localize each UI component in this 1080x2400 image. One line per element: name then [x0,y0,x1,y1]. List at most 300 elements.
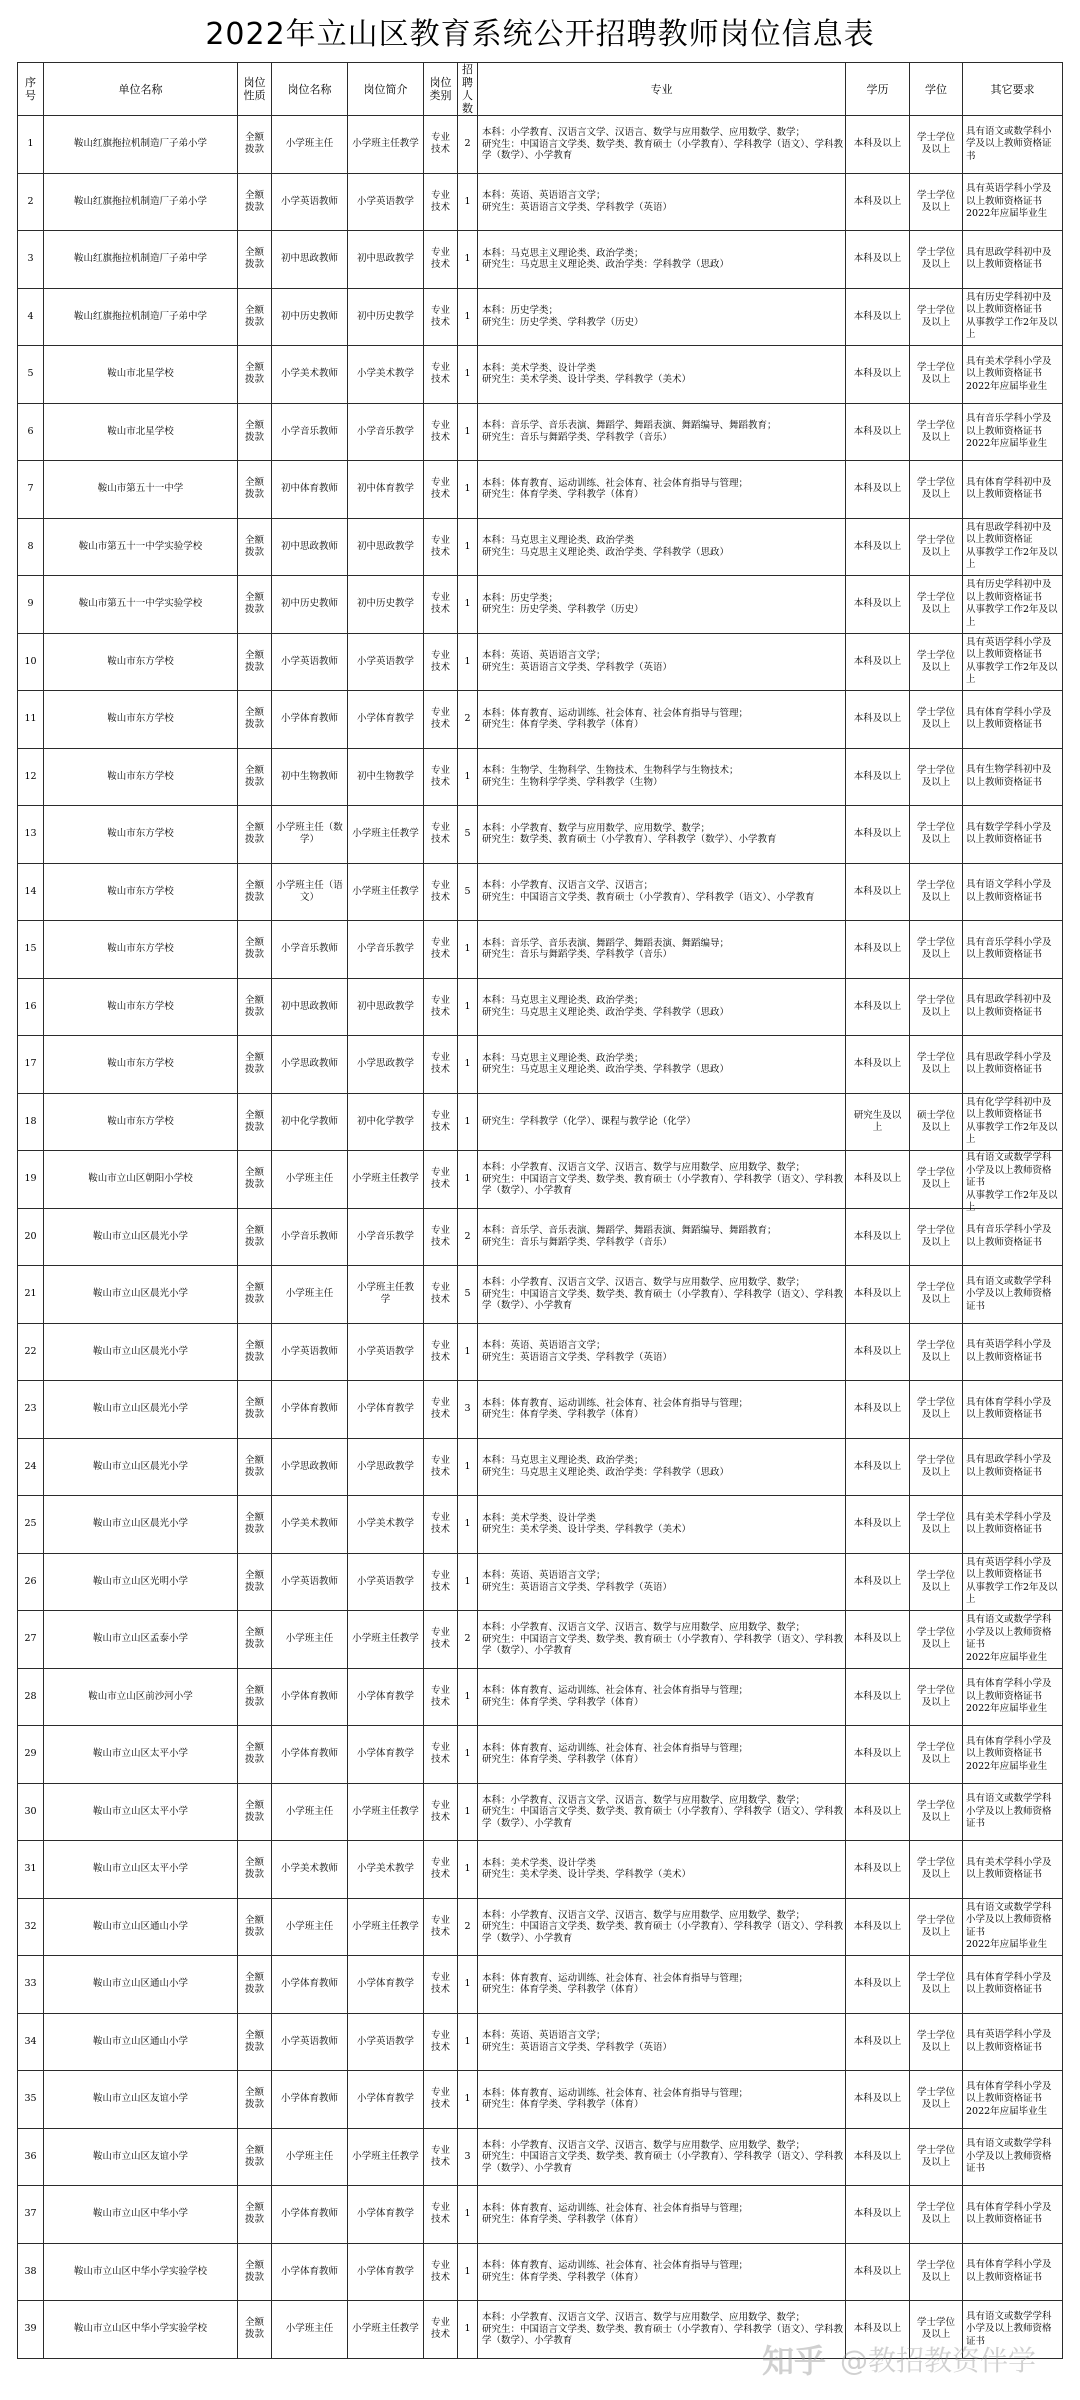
cell-other-requirements [963,116,1063,174]
cell-unit-text: 鞍山市北星学校 [107,425,174,437]
cell-other-requirements-text: 具有语文或数学学科小学及以上教师资格证书 [966,1793,1052,1829]
cell-nature-text: 全额 拨款 [244,362,264,386]
table-row [18,863,1063,921]
cell-education-text: 本科及以上 [853,368,902,380]
cell-intro-text: 初中历史教学 [356,598,414,610]
cell-category [424,1611,458,1669]
cell-post-text: 小学班主任（数学） [276,822,343,846]
cell-post [272,1036,348,1094]
cell-other-requirements [963,1151,1063,1214]
cell-post-text: 小学班主任 [285,1288,334,1300]
cell-major-text: 本科：生物学、生物科学、生物技术、生物科学与生物技术； 研究生：生物科学学类、学科教学（生物） [482,765,739,788]
cell-count-text: 1 [464,1173,471,1185]
cell-degree [910,2071,963,2129]
cell-number [18,978,44,1036]
cell-intro-text: 小学体育教学 [356,1690,414,1702]
table-row [18,2013,1063,2071]
cell-intro-text: 小学美术教学 [356,1518,414,1530]
cell-post [272,691,348,749]
cell-nature-text: 全额 拨款 [244,304,264,328]
header-col-other: 其它要求 [963,63,1063,116]
cell-education [846,1668,910,1726]
cell-intro [348,978,424,1036]
cell-education-text: 本科及以上 [853,2150,902,2162]
cell-degree-text: 学士学位 及以上 [916,1512,955,1536]
cell-unit [44,978,238,1036]
cell-number [18,1266,44,1324]
cell-intro-text: 小学体育教学 [356,2093,414,2105]
cell-major-text: 本科：音乐学、音乐表演、舞蹈学、舞蹈表演、舞蹈编导； 研究生：音乐与舞蹈学类、学科教学（音乐） [482,937,730,961]
cell-count [458,116,478,174]
cell-education-text: 本科及以上 [853,2323,902,2335]
cell-post [272,173,348,231]
cell-number-text: 14 [24,885,37,897]
cell-number-text: 17 [24,1058,37,1070]
cell-degree [910,1553,963,1611]
cell-other-requirements-text: 具有思政学科小学及以上教师资格证书 [966,1051,1052,1076]
cell-post [272,1841,348,1899]
cell-other-requirements-text: 具有语文或数学科小学及以上教师资格证书 [966,125,1052,162]
cell-other-requirements-text: 具有语文或数学学科小学及以上教师资格证书 [966,1275,1052,1312]
cell-category [424,346,458,404]
cell-category [424,518,458,576]
cell-category-text: 专业 技术 [430,1454,450,1478]
cell-education [846,2186,910,2244]
header-col-intro: 岗位简介 [348,63,424,116]
cell-intro-text: 初中体育教学 [356,483,414,495]
cell-degree-text: 学士学位 及以上 [916,1972,955,1996]
cell-degree-text: 学士学位 及以上 [916,132,955,156]
cell-number-text: 21 [24,1288,37,1300]
cell-count-text: 2 [464,713,471,725]
cell-post-text: 初中思政教师 [280,253,338,265]
cell-education-text: 本科及以上 [853,598,902,610]
cell-intro-text: 初中思政教学 [356,540,414,552]
cell-major [478,1323,846,1381]
cell-nature-text: 全额 拨款 [244,1914,264,1938]
cell-nature-text: 全额 拨款 [244,994,264,1018]
cell-major [478,863,846,921]
table-row [18,576,1063,634]
cell-nature [238,863,272,921]
header-col-major: 专业 [478,63,846,116]
cell-number [18,1726,44,1784]
cell-intro [348,116,424,174]
cell-unit [44,116,238,174]
cell-major-text: 本科：英语、英语语言文学； 研究生：英语语言文学类、学科教学（英语） [482,650,673,673]
cell-count [458,633,478,691]
cell-post [272,2071,348,2129]
cell-number [18,2071,44,2129]
cell-count [458,1553,478,1611]
cell-education [846,633,910,691]
cell-intro-text: 小学体育教学 [356,1403,414,1415]
header-row [18,63,1063,116]
cell-nature-text: 全额 拨款 [244,1224,264,1248]
cell-number-text: 9 [27,598,34,610]
cell-post-text: 小学体育教师 [280,713,338,725]
cell-nature [238,1898,272,1956]
cell-degree-text: 学士学位 及以上 [916,247,955,271]
cell-other-requirements [963,1323,1063,1381]
cell-category-text: 专业 技术 [430,2029,450,2053]
cell-education-text: 本科及以上 [853,1518,902,1530]
table-row [18,1841,1063,1899]
cell-education-text: 本科及以上 [853,1575,902,1587]
cell-education [846,173,910,231]
cell-post-text: 小学思政教师 [280,1058,338,1070]
cell-number-text: 34 [24,2035,37,2047]
table-row [18,921,1063,979]
cell-post-text: 小学思政教师 [280,1460,338,1472]
cell-nature [238,1093,272,1151]
cell-number [18,921,44,979]
cell-nature-text: 全额 拨款 [244,2144,264,2168]
cell-post-text: 小学英语教师 [280,655,338,667]
cell-degree [910,2243,963,2301]
cell-count-text: 2 [464,138,471,150]
cell-nature-text: 全额 拨款 [244,592,264,616]
cell-other-requirements [963,978,1063,1036]
cell-count-text: 5 [464,1288,471,1300]
table-row [18,1726,1063,1784]
cell-other-requirements-text: 具有数学学科小学及以上教师资格证书 [966,821,1052,846]
cell-nature [238,173,272,231]
cell-major [478,1898,846,1956]
cell-intro [348,1208,424,1266]
cell-degree [910,863,963,921]
cell-major-text: 本科：小学教育、汉语言文学、汉语言、数学与应用数学、应用数学、数学； 研究生：中国语言文学类、数学类、教育硕士（小学教育）、学科教学（语文）、学科教学（数学）、小学教育 [482,127,844,161]
cell-intro [348,1841,424,1899]
cell-count [458,231,478,289]
cell-degree-text: 学士学位 及以上 [916,649,955,673]
cell-count [458,1956,478,2014]
cell-degree-text: 学士学位 及以上 [916,419,955,443]
cell-unit-text: 鞍山市立山区中华小学实验学校 [73,2323,207,2335]
cell-education [846,1956,910,2014]
cell-number-text: 31 [24,1863,37,1875]
cell-intro-text: 小学美术教学 [356,368,414,380]
cell-post-text: 初中历史教师 [280,598,338,610]
cell-education [846,978,910,1036]
cell-category [424,691,458,749]
cell-other-requirements-text: 具有英语学科小学及以上教师资格证书 [966,2029,1052,2053]
cell-intro-text: 初中思政教学 [356,253,414,265]
cell-post [272,2128,348,2186]
cell-post [272,1093,348,1151]
cell-post-text: 小学音乐教师 [280,1230,338,1242]
header-col-count: 招聘 人数 [458,63,478,116]
cell-degree [910,633,963,691]
cell-unit [44,346,238,404]
cell-major [478,116,846,174]
cell-major [478,806,846,864]
cell-intro [348,806,424,864]
cell-other-requirements-text: 具有化学学科初中及以上教师资格证书 从事教学工作2年及以上 [966,1096,1058,1146]
table-row [18,1783,1063,1841]
cell-intro [348,346,424,404]
table-row [18,2071,1063,2129]
cell-unit [44,1783,238,1841]
cell-post [272,863,348,921]
cell-category [424,1266,458,1324]
cell-intro-text: 小学英语教学 [356,655,414,667]
cell-count-text: 2 [464,1230,471,1242]
cell-category [424,1668,458,1726]
cell-degree-text: 学士学位 及以上 [916,1167,955,1191]
cell-unit-text: 鞍山市北星学校 [107,368,174,380]
cell-unit-text: 鞍山市东方学校 [107,885,174,897]
table-row [18,1381,1063,1439]
cell-count [458,1323,478,1381]
cell-post-text: 初中思政教师 [280,1000,338,1012]
cell-count-text: 3 [464,2150,471,2162]
cell-unit-text: 鞍山市立山区中华小学 [92,2208,188,2220]
cell-other-requirements-text: 具有思政学科初中及以上教师资格证书 [966,994,1052,1018]
cell-number-text: 5 [27,368,34,380]
cell-nature-text: 全额 拨款 [244,1742,264,1766]
cell-education-text: 本科及以上 [853,483,902,495]
cell-number-text: 28 [24,1690,37,1702]
cell-count-text: 3 [464,1403,471,1415]
cell-other-requirements [963,231,1063,289]
cell-education-text: 本科及以上 [853,1805,902,1817]
cell-degree-text: 学士学位 及以上 [916,1627,955,1651]
cell-education-text: 本科及以上 [853,1863,902,1875]
header-col-post: 岗位名称 [272,63,348,116]
cell-category [424,863,458,921]
cell-unit-text: 鞍山市立山区晨光小学 [92,1230,188,1242]
cell-post-text: 小学美术教师 [280,1863,338,1875]
cell-post-text: 初中历史教师 [280,310,338,322]
cell-post [272,346,348,404]
cell-category-text: 专业 技术 [430,1167,450,1191]
cell-nature [238,2071,272,2129]
cell-education [846,403,910,461]
cell-post [272,633,348,691]
cell-major [478,691,846,749]
cell-intro [348,2243,424,2301]
cell-category [424,2186,458,2244]
cell-other-requirements [963,633,1063,691]
cell-major [478,978,846,1036]
cell-major [478,461,846,519]
cell-post [272,2243,348,2301]
cell-unit-text: 鞍山市东方学校 [107,770,174,782]
cell-degree [910,1496,963,1554]
cell-degree [910,1956,963,2014]
table-row [18,346,1063,404]
cell-education [846,1496,910,1554]
cell-number [18,1668,44,1726]
cell-nature [238,1036,272,1094]
cell-nature-text: 全额 拨款 [244,2317,264,2341]
cell-number [18,748,44,806]
table-row [18,1266,1063,1324]
cell-degree [910,1841,963,1899]
cell-major-text: 本科：体育教育、运动训练、社会体育、社会体育指导与管理； 研究生：体育学类、学科教学（体育） [482,1742,749,1766]
cell-category [424,633,458,691]
cell-major [478,2013,846,2071]
cell-other-requirements-text: 具有体育学科初中及以上教师资格证书 [966,476,1052,501]
cell-degree-text: 学士学位 及以上 [916,1684,955,1708]
cell-nature [238,1151,272,1209]
cell-number [18,863,44,921]
cell-post-text: 小学体育教师 [280,1748,338,1760]
cell-number-text: 20 [24,1230,37,1242]
cell-education-text: 本科及以上 [853,195,902,207]
cell-education-text: 本科及以上 [853,1690,902,1702]
cell-major [478,1438,846,1496]
cell-other-requirements [963,2301,1063,2359]
cell-count-text: 2 [464,1920,471,1932]
cell-category [424,1783,458,1841]
cell-other-requirements-text: 具有音乐学科小学及以上教师资格证书 [966,1224,1052,1248]
cell-nature-text: 全额 拨款 [244,937,264,961]
table-row [18,1323,1063,1381]
cell-degree [910,403,963,461]
cell-number-text: 30 [24,1805,37,1817]
cell-degree [910,1151,963,1209]
cell-other-requirements-text: 具有英语学科小学及以上教师资格证书 [966,1339,1052,1363]
cell-nature [238,2128,272,2186]
cell-unit-text: 鞍山市立山区友谊小学 [92,2093,188,2105]
cell-education-text: 本科及以上 [853,1403,902,1415]
cell-other-requirements [963,2071,1063,2129]
cell-category [424,1438,458,1496]
cell-other-requirements-text: 具有美术学科小学及以上教师资格证书 [966,1511,1052,1536]
cell-post [272,461,348,519]
cell-unit-text: 鞍山市立山区太平小学 [92,1805,188,1817]
cell-intro [348,576,424,634]
cell-unit-text: 鞍山市立山区晨光小学 [92,1460,188,1472]
cell-count [458,748,478,806]
cell-other-requirements-text: 具有美术学科小学及以上教师资格证书 2022年应届毕业生 [966,355,1052,392]
cell-nature [238,346,272,404]
table-row [18,2128,1063,2186]
table-row [18,806,1063,864]
cell-other-requirements [963,1266,1063,1324]
cell-degree [910,2301,963,2359]
cell-unit-text: 鞍山市第五十一中学 [97,483,184,495]
cell-post [272,1381,348,1439]
job-table [17,62,1063,2359]
cell-post [272,1151,348,1209]
cell-count [458,863,478,921]
cell-nature [238,748,272,806]
cell-post-text: 小学英语教师 [280,1575,338,1587]
cell-major-text: 本科：小学教育、汉语言文学、汉语言、数学与应用数学、应用数学、数学； 研究生：中国语言文学类、数学类、教育硕士（小学教育）、学科教学（语文）、学科教学（数学）、小学教育 [482,1909,844,1944]
cell-count-text: 1 [464,1748,471,1760]
cell-education-text: 本科及以上 [853,1058,902,1070]
cell-education-text: 本科及以上 [853,1748,902,1760]
cell-number-text: 11 [24,713,37,725]
cell-unit-text: 鞍山市第五十一中学实验学校 [78,598,203,610]
cell-count [458,1841,478,1899]
cell-category-text: 专业 技术 [430,2087,450,2111]
cell-category-text: 专业 技术 [430,764,450,788]
cell-category-text: 专业 技术 [430,1742,450,1766]
cell-unit [44,1266,238,1324]
cell-degree-text: 学士学位 及以上 [916,1339,955,1363]
cell-education-text: 本科及以上 [853,1173,902,1185]
cell-education-text: 本科及以上 [853,138,902,150]
cell-category-text: 专业 技术 [430,2317,450,2341]
cell-number-text: 2 [27,195,34,207]
cell-other-requirements [963,1496,1063,1554]
cell-number [18,2186,44,2244]
cell-category-text: 专业 技术 [430,304,450,328]
cell-other-requirements [963,1553,1063,1611]
cell-degree [910,2013,963,2071]
cell-post [272,1611,348,1669]
cell-post [272,1783,348,1841]
cell-education-text: 本科及以上 [853,1345,902,1357]
table-row [18,1956,1063,2014]
cell-intro [348,461,424,519]
cell-post [272,518,348,576]
cell-category [424,231,458,289]
cell-nature-text: 全额 拨款 [244,2087,264,2111]
cell-count-text: 1 [464,1978,471,1990]
cell-education [846,346,910,404]
cell-other-requirements [963,921,1063,979]
cell-count-text: 1 [464,540,471,552]
cell-category [424,2243,458,2301]
cell-degree-text: 学士学位 及以上 [916,189,955,213]
cell-major-text: 本科：小学教育、汉语言文学、汉语言； 研究生：中国语言文学类、教育硕士（小学教育）、学科教学（语文）、小学教育 [482,880,815,903]
cell-degree-text: 学士学位 及以上 [916,2317,955,2341]
cell-major-text: 本科：小学教育、汉语言文学、汉语言、数学与应用数学、应用数学、数学； 研究生：中国语言文学类、数学类、教育硕士（小学教育）、学科教学（语文）、学科教学（数学）、小学教育 [482,2312,844,2346]
cell-post-text: 小学体育教师 [280,1690,338,1702]
cell-other-requirements [963,1841,1063,1899]
cell-count [458,1726,478,1784]
cell-unit [44,2301,238,2359]
cell-major-text: 本科：美术学类、设计学类 研究生：美术学类、设计学类、学科教学（美术） [482,362,692,386]
cell-degree-text: 学士学位 及以上 [916,1742,955,1766]
cell-unit-text: 鞍山红旗拖拉机制造厂子弟中学 [73,253,207,265]
cell-education [846,1553,910,1611]
cell-unit [44,1036,238,1094]
cell-nature-text: 全额 拨款 [244,419,264,443]
cell-education [846,921,910,979]
cell-category-text: 专业 技术 [430,1857,450,1881]
cell-post-text: 小学体育教师 [280,2265,338,2277]
cell-degree-text: 学士学位 及以上 [916,534,955,558]
cell-education [846,1726,910,1784]
table-row [18,1438,1063,1496]
cell-number-text: 10 [24,655,37,667]
header-col-nature: 岗位 性质 [238,63,272,116]
cell-degree-text: 学士学位 及以上 [916,822,955,846]
cell-other-requirements [963,1093,1063,1151]
cell-major [478,2071,846,2129]
cell-major-text: 本科：美术学类、设计学类 研究生：美术学类、设计学类、学科教学（美术） [482,1512,692,1536]
cell-degree-text: 学士学位 及以上 [916,879,955,903]
cell-major [478,1668,846,1726]
cell-unit [44,1726,238,1784]
cell-category [424,1036,458,1094]
cell-education [846,2301,910,2359]
cell-major [478,1381,846,1439]
cell-count [458,1093,478,1151]
cell-unit [44,1611,238,1669]
cell-category-text: 专业 技术 [430,1972,450,1996]
cell-degree [910,1208,963,1266]
cell-education-text: 本科及以上 [853,1460,902,1472]
cell-major [478,1036,846,1094]
cell-degree [910,978,963,1036]
